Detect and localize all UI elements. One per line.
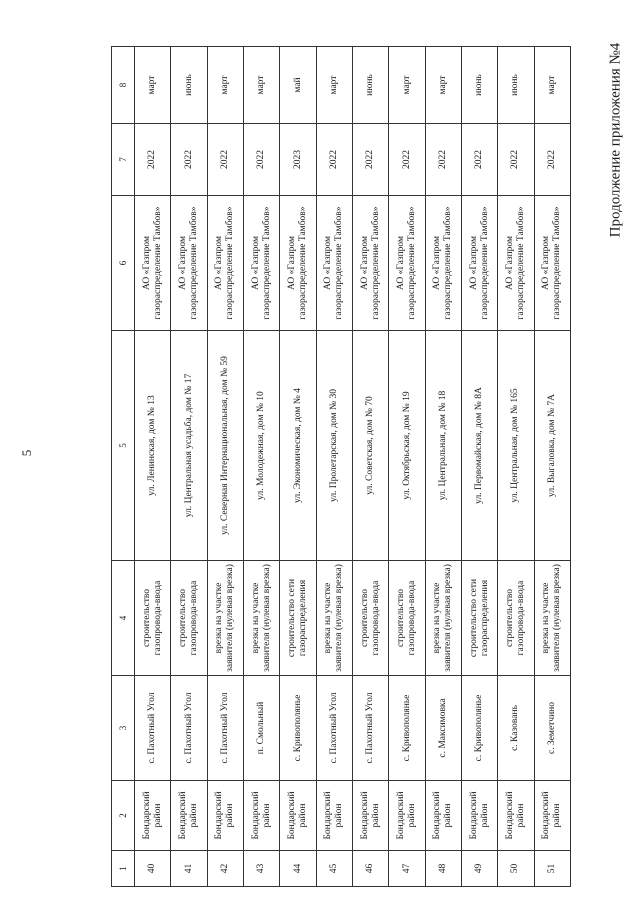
table-wrapper xyxy=(111,47,571,887)
organization-cell: АО «Газпром газораспределение Тамбов» xyxy=(135,196,171,331)
address-cell: ул. Октябрьская, дом № 19 xyxy=(389,331,425,561)
organization-cell: АО «Газпром газораспределение Тамбов» xyxy=(171,196,207,331)
table-row xyxy=(389,47,425,887)
district-cell: Бондарский район xyxy=(425,781,461,851)
row-number-cell: 47 xyxy=(389,851,425,887)
header-cell: 6 xyxy=(112,196,135,331)
month-cell: июнь xyxy=(498,47,534,124)
organization-cell: АО «Газпром газораспределение Тамбов» xyxy=(461,196,497,331)
settlement-cell: с. Пахотный Угол xyxy=(135,676,171,781)
page-number xyxy=(19,448,34,458)
table-row xyxy=(243,47,279,887)
year-cell: 2022 xyxy=(316,124,352,196)
district-cell: Бондарский район xyxy=(207,781,243,851)
settlement-cell: с. Кривополянье xyxy=(461,676,497,781)
header-cell: 4 xyxy=(112,561,135,676)
year-cell: 2022 xyxy=(352,124,388,196)
organization-cell: АО «Газпром газораспределение Тамбов» xyxy=(280,196,316,331)
header-cell: 2 xyxy=(112,781,135,851)
year-cell: 2022 xyxy=(135,124,171,196)
row-number-cell: 42 xyxy=(207,851,243,887)
settlement-cell: с. Пахотный Угол xyxy=(171,676,207,781)
work-type-cell: строительство газопровода-ввода xyxy=(171,561,207,676)
work-type-cell: врезка на участке заявителя (нулевая врезка) xyxy=(316,561,352,676)
row-number-cell: 41 xyxy=(171,851,207,887)
district-cell: Бондарский район xyxy=(498,781,534,851)
month-cell: март xyxy=(243,47,279,124)
address-cell: ул. Молодежная, дом № 10 xyxy=(243,331,279,561)
year-cell: 2022 xyxy=(534,124,570,196)
table-row xyxy=(135,47,171,887)
settlement-cell: с. Пахотный Угол xyxy=(316,676,352,781)
table-row xyxy=(280,47,316,887)
row-number-cell: 48 xyxy=(425,851,461,887)
district-cell: Бондарский район xyxy=(352,781,388,851)
row-number-cell: 43 xyxy=(243,851,279,887)
address-cell: ул. Выгаловка, дом № 7А xyxy=(534,331,570,561)
row-number-cell: 44 xyxy=(280,851,316,887)
year-cell: 2023 xyxy=(280,124,316,196)
address-cell: ул. Центральная, дом № 165 xyxy=(498,331,534,561)
table-row xyxy=(461,47,497,887)
organization-cell: АО «Газпром газораспределение Тамбов» xyxy=(352,196,388,331)
address-cell: ул. Экономическая, дом № 4 xyxy=(280,331,316,561)
year-cell: 2022 xyxy=(171,124,207,196)
district-cell: Бондарский район xyxy=(389,781,425,851)
month-cell: март xyxy=(425,47,461,124)
year-cell: 2022 xyxy=(425,124,461,196)
address-cell: ул. Советская, дом № 70 xyxy=(352,331,388,561)
gasification-table xyxy=(111,46,571,887)
settlement-cell: с. Земетчино xyxy=(534,676,570,781)
continuation-heading xyxy=(607,42,624,238)
month-cell: март xyxy=(207,47,243,124)
district-cell: Бондарский район xyxy=(243,781,279,851)
month-cell: март xyxy=(534,47,570,124)
address-cell: ул. Ленинская, дом № 13 xyxy=(135,331,171,561)
organization-cell: АО «Газпром газораспределение Тамбов» xyxy=(207,196,243,331)
year-cell: 2022 xyxy=(498,124,534,196)
settlement-cell: с. Кривополянье xyxy=(280,676,316,781)
work-type-cell: строительство газопровода-ввода xyxy=(135,561,171,676)
district-cell: Бондарский район xyxy=(461,781,497,851)
address-cell: ул. Пролетарская, дом № 30 xyxy=(316,331,352,561)
organization-cell: АО «Газпром газораспределение Тамбов» xyxy=(389,196,425,331)
month-cell: март xyxy=(389,47,425,124)
table-row xyxy=(316,47,352,887)
address-cell: ул. Первомайская, дом № 8А xyxy=(461,331,497,561)
work-type-cell: врезка на участке заявителя (нулевая врезка) xyxy=(534,561,570,676)
work-type-cell: строительство сети газораспределения xyxy=(280,561,316,676)
row-number-cell: 40 xyxy=(135,851,171,887)
month-cell: март xyxy=(135,47,171,124)
table-row xyxy=(207,47,243,887)
year-cell: 2022 xyxy=(461,124,497,196)
district-cell: Бондарский район xyxy=(171,781,207,851)
header-cell: 5 xyxy=(112,331,135,561)
district-cell: Бондарский район xyxy=(534,781,570,851)
address-cell: ул. Северная Интернациональная, дом № 59 xyxy=(207,331,243,561)
organization-cell: АО «Газпром газораспределение Тамбов» xyxy=(498,196,534,331)
district-cell: Бондарский район xyxy=(316,781,352,851)
work-type-cell: врезка на участке заявителя (нулевая врезка) xyxy=(425,561,461,676)
settlement-cell: с. Кривополянье xyxy=(389,676,425,781)
header-cell: 7 xyxy=(112,124,135,196)
year-cell: 2022 xyxy=(243,124,279,196)
row-number-cell: 49 xyxy=(461,851,497,887)
table-row xyxy=(425,47,461,887)
continuation-heading-text: Продолжение приложения №4 xyxy=(607,42,624,238)
year-cell: 2022 xyxy=(207,124,243,196)
address-cell: ул. Центральная усадьба, дом № 17 xyxy=(171,331,207,561)
table-row xyxy=(498,47,534,887)
header-cell: 8 xyxy=(112,47,135,124)
page-number-text: 5 xyxy=(19,449,34,457)
work-type-cell: строительство газопровода-ввода xyxy=(389,561,425,676)
month-cell: июнь xyxy=(461,47,497,124)
work-type-cell: врезка на участке заявителя (нулевая врезка) xyxy=(207,561,243,676)
header-cell: 3 xyxy=(112,676,135,781)
organization-cell: АО «Газпром газораспределение Тамбов» xyxy=(316,196,352,331)
row-number-cell: 45 xyxy=(316,851,352,887)
month-cell: март xyxy=(316,47,352,124)
settlement-cell: с. Казовань xyxy=(498,676,534,781)
settlement-cell: с. Пахотный Угол xyxy=(352,676,388,781)
work-type-cell: строительство газопровода-ввода xyxy=(498,561,534,676)
address-cell: ул. Центральная, дом № 18 xyxy=(425,331,461,561)
settlement-cell: с. Пахотный Угол xyxy=(207,676,243,781)
month-cell: май xyxy=(280,47,316,124)
table-row xyxy=(171,47,207,887)
district-cell: Бондарский район xyxy=(135,781,171,851)
settlement-cell: п. Смольный xyxy=(243,676,279,781)
work-type-cell: строительство газопровода-ввода xyxy=(352,561,388,676)
table-body xyxy=(135,47,571,887)
row-number-cell: 46 xyxy=(352,851,388,887)
settlement-cell: с. Максимовка xyxy=(425,676,461,781)
organization-cell: АО «Газпром газораспределение Тамбов» xyxy=(534,196,570,331)
header-cell: 1 xyxy=(112,851,135,887)
district-cell: Бондарский район xyxy=(280,781,316,851)
work-type-cell: строительство сети газораспределения xyxy=(461,561,497,676)
month-cell: июнь xyxy=(352,47,388,124)
organization-cell: АО «Газпром газораспределение Тамбов» xyxy=(425,196,461,331)
row-number-cell: 50 xyxy=(498,851,534,887)
table-row xyxy=(352,47,388,887)
table-row xyxy=(534,47,570,887)
month-cell: июнь xyxy=(171,47,207,124)
year-cell: 2022 xyxy=(389,124,425,196)
row-number-cell: 51 xyxy=(534,851,570,887)
work-type-cell: врезка на участке заявителя (нулевая врезка) xyxy=(243,561,279,676)
table-header-row xyxy=(112,47,135,887)
organization-cell: АО «Газпром газораспределение Тамбов» xyxy=(243,196,279,331)
